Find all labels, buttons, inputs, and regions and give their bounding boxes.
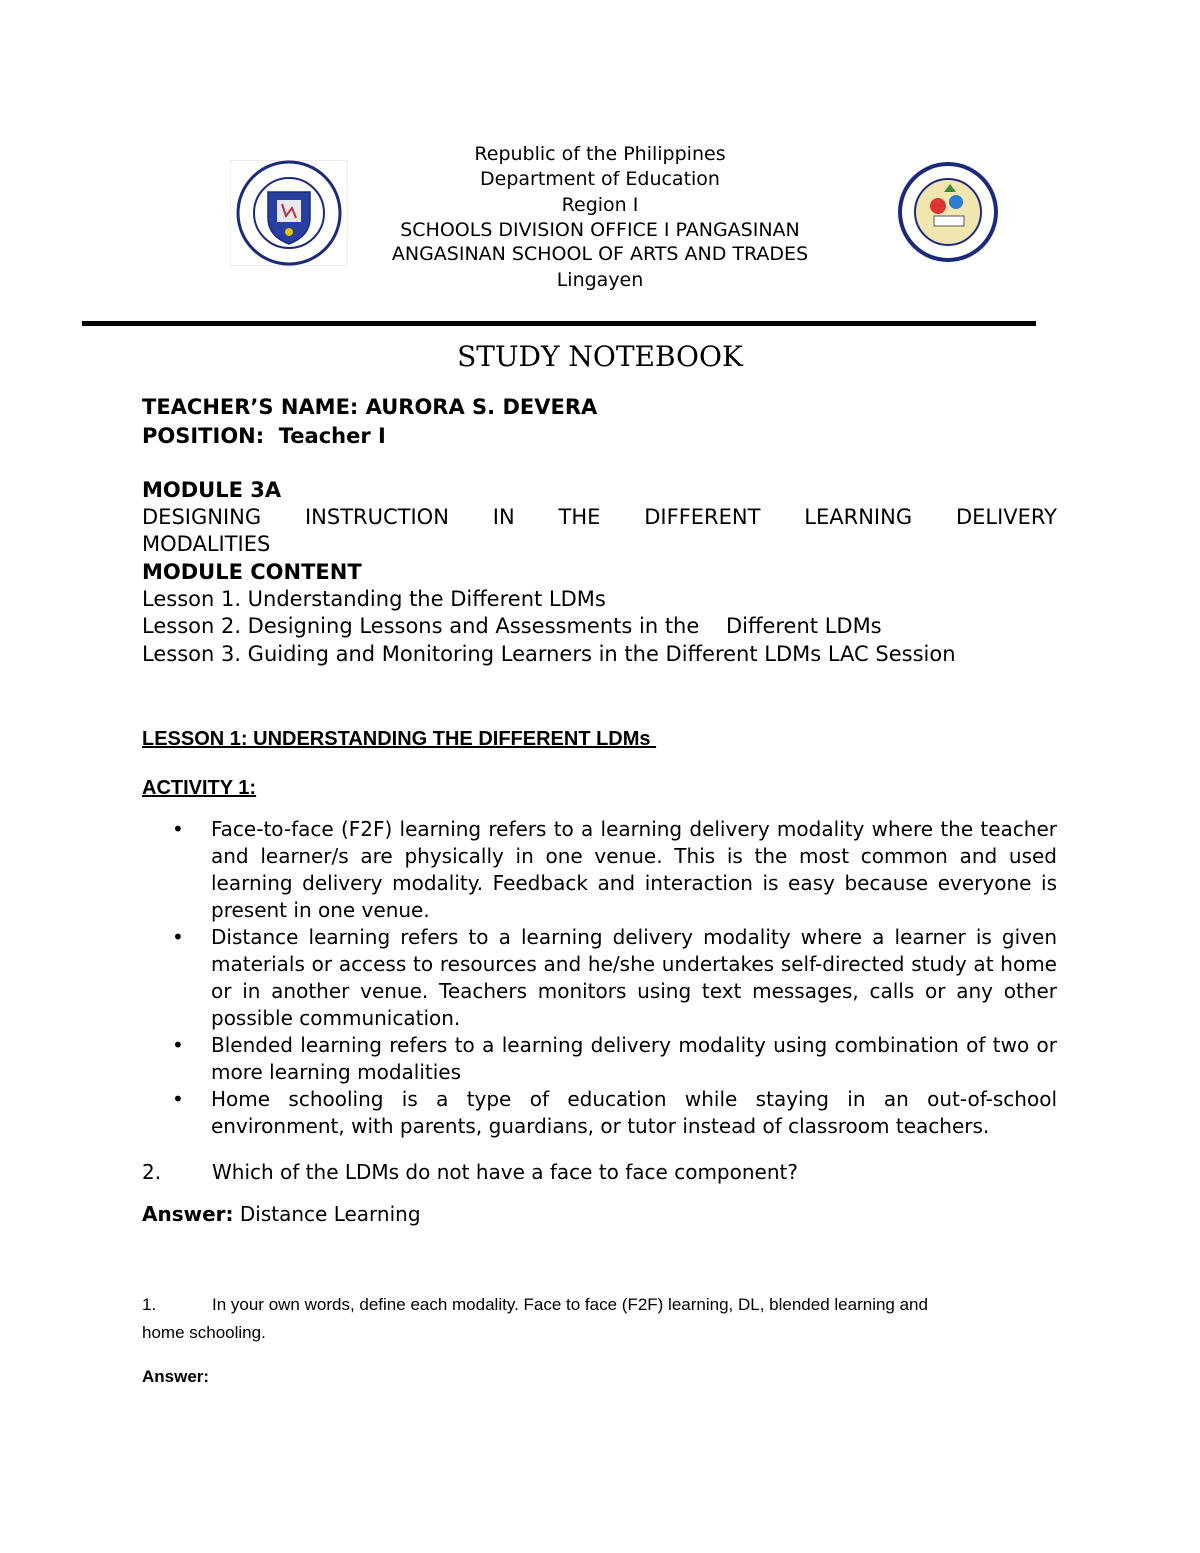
header-line-city: Lingayen <box>556 269 644 291</box>
lesson-list-item: Lesson 3. Guiding and Monitoring Learners in the Different LDMs LAC Session <box>142 642 956 666</box>
question1-text-cont: home schooling. <box>142 1323 266 1342</box>
sdo-pangasinan-seal-logo <box>898 162 998 262</box>
bullet-text: Face-to-face (F2F) learning refers to a learning delivery modality where the teacher and learner/s are physically in one venue. This is the most common and used learning delivery modality. Feedback and interaction is easy because everyone is present in one venue. <box>211 817 1057 922</box>
bullet-icon: • <box>172 1087 184 1111</box>
lesson-list-item: Lesson 1. Understanding the Different LDMs <box>142 587 606 611</box>
module-subtitle-word: DIFFERENT <box>644 505 761 529</box>
lesson1-heading: LESSON 1: UNDERSTANDING THE DIFFERENT LDMs <box>142 728 657 750</box>
list-item <box>172 816 1057 924</box>
header-divider-rule <box>82 321 1036 326</box>
list-item <box>172 924 1057 1032</box>
list-item <box>172 1086 1057 1140</box>
question2-text: Which of the LDMs do not have a face to face component? <box>212 1160 798 1184</box>
module-subtitle <box>142 504 1057 558</box>
module-subtitle-end: MODALITIES <box>142 532 271 556</box>
document-title: STUDY NOTEBOOK <box>457 340 743 373</box>
header-line-division-office: SCHOOLS DIVISION OFFICE I PANGASINAN <box>400 219 800 241</box>
module-content-heading: MODULE CONTENT <box>142 560 362 584</box>
answer2-label: Answer: <box>142 1202 234 1226</box>
bullet-icon: • <box>172 925 184 949</box>
question1-number: 1. <box>142 1295 157 1314</box>
module-subtitle-word: DESIGNING <box>142 505 262 529</box>
teacher-name-line: TEACHER’S NAME: AURORA S. DEVERA <box>142 395 598 419</box>
header-line-department: Department of Education <box>480 168 720 190</box>
bullet-text: Distance learning refers to a learning delivery modality where a learner is given materials or access to resources and he/she undertakes self-directed study at home or in another venue. Teachers monitors using text messages, calls or any other possible communication. <box>211 925 1057 1030</box>
header-line-republic: Republic of the Philippines <box>474 143 726 165</box>
bullet-icon: • <box>172 1033 184 1057</box>
module-subtitle-word: LEARNING <box>804 505 913 529</box>
answer2-line <box>142 1201 421 1228</box>
module-heading: MODULE 3A <box>142 478 282 502</box>
activity1-heading: ACTIVITY 1: <box>142 777 257 799</box>
question2-number: 2. <box>142 1160 162 1184</box>
answer1-label: Answer: <box>142 1367 210 1386</box>
question1-text: In your own words, define each modality. Face to face (F2F) learning, DL, blended learning and <box>212 1295 928 1314</box>
module-subtitle-word: INSTRUCTION <box>304 505 449 529</box>
bullet-text: Blended learning refers to a learning delivery modality using combination of two or more learning modalities <box>211 1033 1057 1084</box>
bullet-icon: • <box>172 817 184 841</box>
answer2-text: Distance Learning <box>233 1202 421 1226</box>
lesson-list-item: Lesson 2. Designing Lessons and Assessments in the Different LDMs <box>142 614 882 638</box>
header-line-school-name: ANGASINAN SCHOOL OF ARTS AND TRADES <box>391 243 809 265</box>
module-subtitle-word: IN <box>492 505 515 529</box>
module-subtitle-word: DELIVERY <box>955 505 1057 529</box>
bullet-text: Home schooling is a type of education while staying in an out-of-school environment, with parents, guardians, or tutor instead of classroom teachers. <box>211 1087 1057 1138</box>
modality-definitions-list <box>172 816 1057 1140</box>
module-subtitle-word: THE <box>558 505 601 529</box>
position-line: POSITION: Teacher I <box>142 424 386 448</box>
list-item <box>172 1032 1057 1086</box>
header-line-region: Region I <box>561 194 639 216</box>
